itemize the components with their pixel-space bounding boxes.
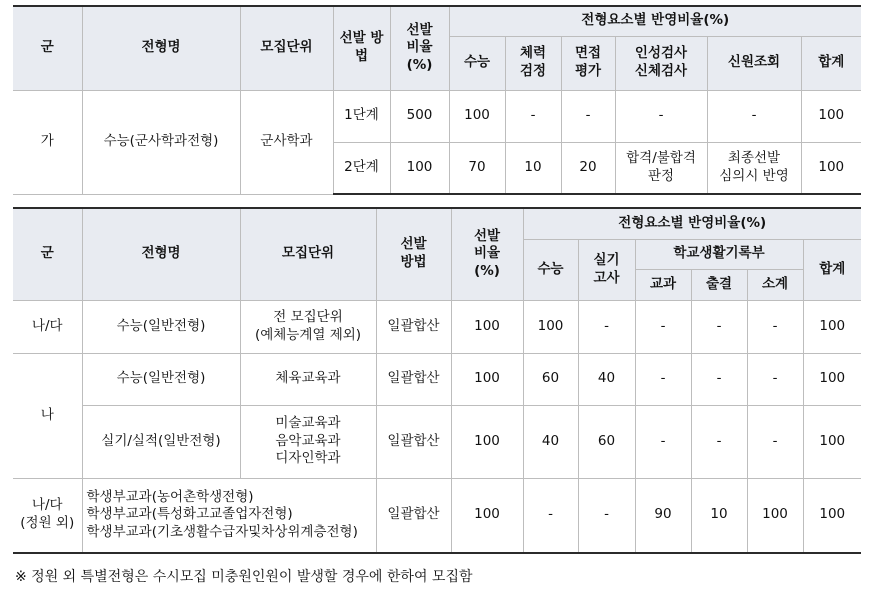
suneung-header: 수능 bbox=[523, 239, 578, 300]
suneung-cell: - bbox=[523, 478, 578, 553]
footnote: ※ 정원 외 특별전형은 수시모집 미충원인원이 발생할 경우에 한하여 모집함 bbox=[15, 569, 473, 585]
method-header: 선발 방법 bbox=[333, 6, 390, 90]
fitness-cell: 10 bbox=[505, 142, 561, 194]
attendance-cell: 10 bbox=[691, 478, 747, 553]
ratio-cell: 100 bbox=[451, 405, 523, 478]
admission-type-header: 전형명 bbox=[82, 6, 240, 90]
admission-type-cell: 수능(일반전형) bbox=[82, 300, 240, 353]
unit-header: 모집단위 bbox=[240, 208, 376, 300]
practical-cell: 40 bbox=[578, 353, 635, 405]
method-cell: 일괄합산 bbox=[376, 405, 451, 478]
total-header: 합계 bbox=[803, 239, 861, 300]
admission-type-cell: 수능(군사학과전형) bbox=[82, 90, 240, 194]
admission-type-header: 전형명 bbox=[82, 208, 240, 300]
subjects-cell: 90 bbox=[635, 478, 691, 553]
unit-cell: 군사학과 bbox=[240, 90, 333, 194]
suneung-cell: 40 bbox=[523, 405, 578, 478]
table-row bbox=[13, 353, 861, 405]
attendance-header: 출결 bbox=[691, 269, 747, 300]
total-cell: 100 bbox=[803, 478, 861, 553]
ratio-cell: 500 bbox=[390, 90, 449, 142]
total-cell: 100 bbox=[803, 405, 861, 478]
suneung-cell: 70 bbox=[449, 142, 505, 194]
unit-cell: 체육교육과 bbox=[240, 353, 376, 405]
table-row bbox=[13, 405, 861, 478]
aptitude-cell: 합격/불합격 판정 bbox=[615, 142, 707, 194]
attendance-cell: - bbox=[691, 353, 747, 405]
element-ratio-header: 전형요소별 반영비율(%) bbox=[523, 208, 861, 239]
subjects-cell: - bbox=[635, 405, 691, 478]
method-cell: 2단계 bbox=[333, 142, 390, 194]
method-cell: 일괄합산 bbox=[376, 478, 451, 553]
admission-type-cell: 수능(일반전형) bbox=[82, 353, 240, 405]
subtotal-cell: - bbox=[747, 353, 803, 405]
admission-type-cell: 실기/실적(일반전형) bbox=[82, 405, 240, 478]
group-header: 군 bbox=[13, 208, 82, 300]
method-cell: 일괄합산 bbox=[376, 353, 451, 405]
unit-cell: 전 모집단위 (예체능계열 제외) bbox=[240, 300, 376, 353]
aptitude-cell: - bbox=[615, 90, 707, 142]
background-check-cell: 최종선발 심의시 반영 bbox=[707, 142, 801, 194]
subjects-cell: - bbox=[635, 353, 691, 405]
group-header: 군 bbox=[13, 6, 82, 90]
subtotal-cell: - bbox=[747, 405, 803, 478]
practical-cell: - bbox=[578, 300, 635, 353]
subjects-cell: - bbox=[635, 300, 691, 353]
admission-type-cell: 학생부교과(농어촌학생전형) 학생부교과(특성화고교졸업자전형) 학생부교과(기초생활수급자및차상위계층전형) bbox=[82, 478, 376, 553]
method-cell: 일괄합산 bbox=[376, 300, 451, 353]
method-header: 선발 방법 bbox=[376, 208, 451, 300]
total-cell: 100 bbox=[801, 90, 861, 142]
total-header: 합계 bbox=[801, 36, 861, 90]
suneung-header: 수능 bbox=[449, 36, 505, 90]
subtotal-cell: - bbox=[747, 300, 803, 353]
interview-cell: 20 bbox=[561, 142, 615, 194]
ratio-cell: 100 bbox=[390, 142, 449, 194]
subtotal-header: 소계 bbox=[747, 269, 803, 300]
suneung-cell: 100 bbox=[449, 90, 505, 142]
attendance-cell: - bbox=[691, 405, 747, 478]
general-admission-table bbox=[13, 207, 861, 554]
group-cell: 나 bbox=[13, 353, 82, 478]
military-admission-table bbox=[13, 5, 861, 195]
ratio-cell: 100 bbox=[451, 300, 523, 353]
practical-header: 실기 고사 bbox=[578, 239, 635, 300]
background-check-header: 신원조회 bbox=[707, 36, 801, 90]
background-check-cell: - bbox=[707, 90, 801, 142]
interview-cell: - bbox=[561, 90, 615, 142]
subjects-header: 교과 bbox=[635, 269, 691, 300]
fitness-header: 체력 검정 bbox=[505, 36, 561, 90]
interview-header: 면접 평가 bbox=[561, 36, 615, 90]
method-cell: 1단계 bbox=[333, 90, 390, 142]
suneung-cell: 60 bbox=[523, 353, 578, 405]
unit-header: 모집단위 bbox=[240, 6, 333, 90]
practical-cell: - bbox=[578, 478, 635, 553]
group-cell: 나/다 bbox=[13, 300, 82, 353]
ratio-header: 선발 비율 (%) bbox=[451, 208, 523, 300]
subtotal-cell: 100 bbox=[747, 478, 803, 553]
group-cell: 가 bbox=[13, 90, 82, 194]
table-row bbox=[13, 300, 861, 353]
suneung-cell: 100 bbox=[523, 300, 578, 353]
aptitude-header: 인성검사 신체검사 bbox=[615, 36, 707, 90]
table-row bbox=[13, 90, 861, 142]
ratio-cell: 100 bbox=[451, 353, 523, 405]
ratio-cell: 100 bbox=[451, 478, 523, 553]
total-cell: 100 bbox=[801, 142, 861, 194]
element-ratio-header: 전형요소별 반영비율(%) bbox=[449, 6, 861, 36]
total-cell: 100 bbox=[803, 353, 861, 405]
attendance-cell: - bbox=[691, 300, 747, 353]
table-row bbox=[13, 478, 861, 553]
fitness-cell: - bbox=[505, 90, 561, 142]
unit-cell: 미술교육과 음악교육과 디자인학과 bbox=[240, 405, 376, 478]
practical-cell: 60 bbox=[578, 405, 635, 478]
group-cell: 나/다 (정원 외) bbox=[13, 478, 82, 553]
school-record-header: 학교생활기록부 bbox=[635, 239, 803, 269]
ratio-header: 선발 비율 (%) bbox=[390, 6, 449, 90]
total-cell: 100 bbox=[803, 300, 861, 353]
